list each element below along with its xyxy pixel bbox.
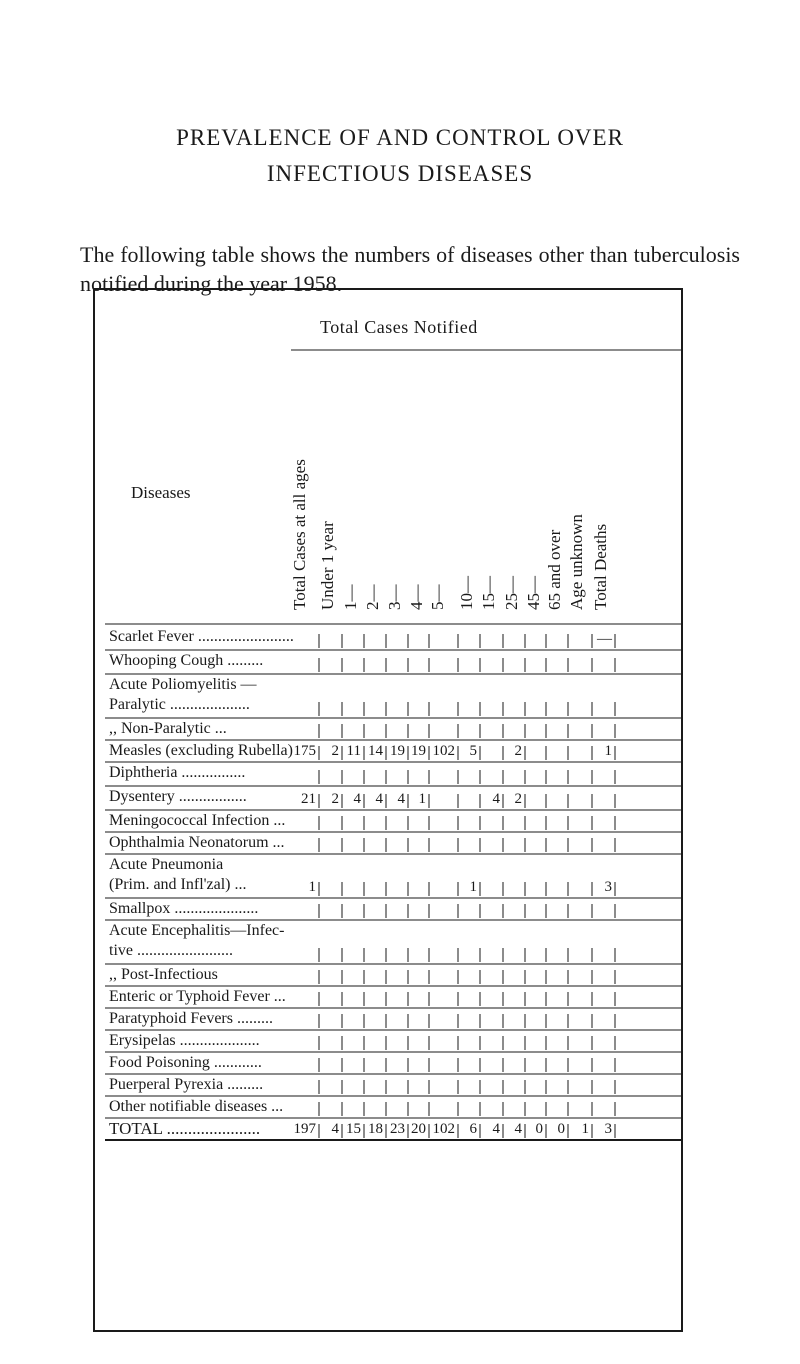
intro-paragraph: The following table shows the numbers of diseases other than tuberculosis notified during the year 1958.	[80, 242, 740, 296]
row-label: Dysentery .................	[109, 788, 247, 805]
page-title-line-1: PREVALENCE OF AND CONTROL OVER	[176, 125, 624, 150]
column-header: 3—	[385, 584, 404, 610]
table-cell: 4	[514, 1121, 522, 1137]
column-header: 65 and over	[545, 529, 564, 610]
row-label: Diphtheria ................	[109, 764, 246, 781]
row-label: Puerperal Pyrexia .........	[109, 1076, 264, 1093]
row-label: Paralytic ....................	[109, 696, 250, 713]
row-label: Acute Poliomyelitis —	[109, 676, 257, 693]
row-label: Measles (excluding Rubella)	[109, 742, 293, 759]
table-cell: 21	[301, 791, 316, 807]
table-cell: 4	[375, 791, 383, 807]
table-cell: 4	[353, 791, 361, 807]
row-label: (Prim. and Infl'zal) ...	[109, 876, 247, 893]
row-label: Acute Pneumonia	[109, 856, 224, 873]
table-cell: 102	[432, 743, 455, 759]
row-label: Erysipelas ....................	[109, 1032, 260, 1049]
table-cell: 197	[293, 1121, 316, 1137]
table-cell: 2	[514, 743, 522, 759]
table-cell: 4	[331, 1121, 339, 1137]
table-cell: 0	[535, 1121, 543, 1137]
table-cell: 23	[390, 1121, 405, 1137]
page-title-line-2: INFECTIOUS DISEASES	[266, 161, 534, 186]
table-cell: 15	[346, 1121, 361, 1137]
table-cell: 1	[604, 743, 612, 759]
column-header: 10—	[457, 576, 476, 610]
table-cell: 18	[368, 1121, 383, 1137]
table-cell: 4	[492, 791, 500, 807]
table-cell: 5	[469, 743, 477, 759]
row-label: TOTAL ......................	[109, 1119, 261, 1138]
row-label: Scarlet Fever ........................	[109, 628, 294, 645]
table-cell: 19	[390, 743, 405, 759]
table-cell: 4	[397, 791, 405, 807]
column-header: 1—	[341, 584, 360, 610]
row-label: Whooping Cough .........	[109, 652, 264, 669]
table-cell: 14	[368, 743, 383, 759]
table-cell: 2	[331, 791, 339, 807]
table-cell: 1	[469, 879, 477, 895]
column-header: 25—	[502, 576, 521, 610]
table-cell: 102	[432, 1121, 455, 1137]
row-label: ,, Post-Infectious	[109, 966, 218, 983]
column-header: 5—	[428, 584, 447, 610]
row-label: ,, Non-Paralytic ...	[109, 720, 227, 737]
column-header: 2—	[363, 584, 382, 610]
column-header: Total Cases at all ages	[290, 459, 309, 610]
table-cell: 2	[331, 743, 339, 759]
group-header: Total Cases Notified	[320, 317, 478, 337]
row-label: Smallpox .....................	[109, 900, 259, 917]
table-cell: 4	[492, 1121, 500, 1137]
notifications-table	[93, 288, 683, 1332]
row-label: Meningococcal Infection ...	[109, 812, 286, 829]
column-header: Total Deaths	[591, 523, 610, 610]
row-label: Ophthalmia Neonatorum ...	[109, 834, 285, 851]
table-cell: 19	[411, 743, 426, 759]
column-header: 15—	[479, 576, 498, 610]
row-label: tive ........................	[109, 942, 233, 959]
table-cell: 20	[411, 1121, 426, 1137]
row-header: Diseases	[131, 483, 191, 502]
column-header: Age unknown	[567, 514, 586, 610]
table-cell: 1	[308, 879, 316, 895]
row-label: Acute Encephalitis—Infec-	[109, 922, 285, 939]
table-cell: 3	[604, 879, 612, 895]
table-rules	[95, 290, 681, 1330]
column-header: 4—	[407, 584, 426, 610]
table-cell: 3	[604, 1121, 612, 1137]
table-cell: 1	[418, 791, 426, 807]
row-label: Enteric or Typhoid Fever ...	[109, 988, 286, 1005]
table-cell: 11	[346, 743, 361, 759]
row-label: Paratyphoid Fevers .........	[109, 1010, 273, 1027]
table-cell: 1	[581, 1121, 589, 1137]
table-cell: 6	[469, 1121, 477, 1137]
table-cell: —	[597, 631, 612, 647]
row-label: Food Poisoning ............	[109, 1054, 262, 1071]
row-label: Other notifiable diseases ...	[109, 1098, 284, 1115]
column-header: Under 1 year	[318, 521, 337, 610]
table-cell: 175	[293, 743, 316, 759]
table-cell: 2	[514, 791, 522, 807]
column-header: 45—	[524, 576, 543, 610]
table-cell: 0	[557, 1121, 565, 1137]
